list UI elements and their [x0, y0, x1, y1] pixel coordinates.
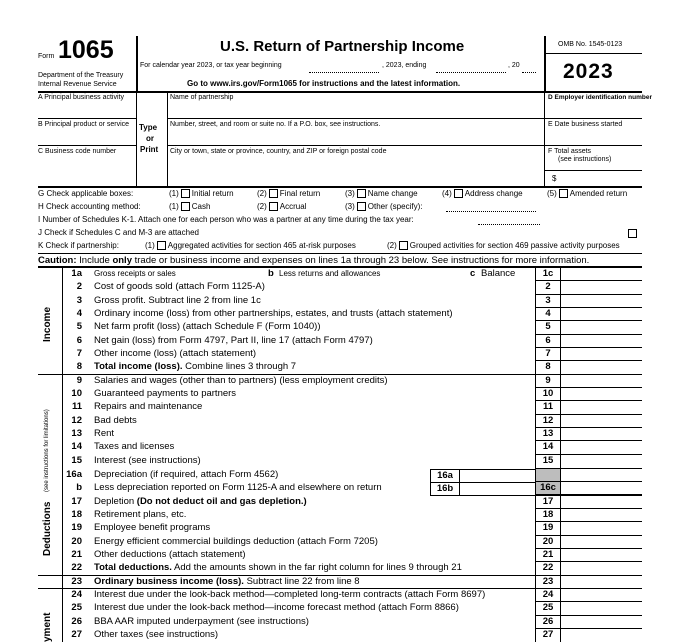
line-g	[38, 189, 642, 198]
line-k-label: K Check if partnership:	[38, 241, 119, 250]
total-assets-label: F Total assets	[548, 148, 592, 155]
line-j: J Check if Schedules C and M-3 are attached	[38, 228, 199, 237]
line-1c-box-label: 1c	[542, 268, 554, 279]
line-description: Bad debts	[94, 415, 137, 426]
k-aggregated-option: (1) Aggregated activities for section 465 at-risk purposes	[145, 241, 356, 250]
line-16a	[38, 469, 642, 482]
line-description: Other deductions (attach statement)	[94, 549, 246, 560]
amended-return-checkbox[interactable]	[559, 189, 568, 198]
line-description: Other taxes (see instructions)	[94, 629, 219, 640]
line-number: 21	[71, 549, 82, 560]
line-description: Taxes and licenses	[94, 441, 175, 452]
line-number: 5	[76, 321, 82, 332]
line-1a-number: 1a	[71, 268, 82, 279]
type-label: Type	[139, 123, 158, 132]
line-15-amount-field[interactable]	[561, 455, 642, 468]
line-box-label: 10	[542, 388, 554, 399]
line-box-label: 12	[542, 415, 554, 426]
line-25-amount-field[interactable]	[561, 602, 642, 615]
line-box-label: 26	[542, 616, 554, 627]
other-method-checkbox[interactable]	[357, 202, 366, 211]
line-description: Interest due under the look-back method—completed long-term contracts (attach Form 8697)	[94, 589, 486, 600]
partnership-name-label: Name of partnership	[170, 94, 234, 101]
line-box-label: 21	[542, 549, 554, 560]
line-box-label: 9	[545, 375, 551, 386]
line-16c-amount-field[interactable]	[561, 482, 642, 495]
other-method-field[interactable]	[446, 211, 536, 212]
total-assets-field[interactable]	[560, 172, 642, 184]
line-description: Gross profit. Subtract line 2 from line 1c	[94, 295, 261, 306]
tax-year: 2023	[563, 60, 614, 83]
line-box-label: 25	[542, 602, 554, 613]
line-description: Other income (loss) (attach statement)	[94, 348, 257, 359]
line-description: Interest (see instructions)	[94, 455, 201, 466]
line-box-label: 4	[545, 308, 551, 319]
line-number: 13	[71, 428, 82, 439]
g-address-change-option: (4) Address change	[442, 189, 523, 198]
business-code-label: C Business code number	[38, 148, 117, 155]
tax-year-end-field[interactable]	[436, 72, 506, 73]
line-box-label: 13	[542, 428, 554, 439]
line-16a-amount-field[interactable]	[459, 469, 535, 482]
line-number: 3	[76, 295, 82, 306]
line-16b-letter: b	[76, 482, 82, 493]
calendar-century-text: , 20	[508, 62, 520, 69]
returns-allowances-label: Less returns and allowances	[279, 269, 381, 278]
line-1c-letter: c	[470, 268, 476, 279]
less-depreciation-label: Less depreciation reported on Form 1125-A and elsewhere on return	[94, 482, 382, 493]
name-change-checkbox[interactable]	[357, 189, 366, 198]
tax-year-begin-field[interactable]	[309, 72, 379, 73]
line-description: Retirement plans, etc.	[94, 509, 187, 520]
g-name-change-option: (3) Name change	[345, 189, 418, 198]
line-number: 24	[71, 589, 82, 600]
line-description: Energy efficient commercial buildings deduction (attach Form 7205)	[94, 536, 378, 547]
line-11	[38, 401, 642, 414]
line-number: 20	[71, 536, 82, 547]
line-number: 15	[71, 455, 82, 466]
line-number: 6	[76, 335, 82, 346]
line-number: 12	[71, 415, 82, 426]
line-description: Ordinary income (loss) from other partnerships, estates, and trusts (attach statement)	[94, 308, 453, 319]
line-i: I Number of Schedules K-1. Attach one for each person who was a partner at any time during the tax year:	[38, 215, 414, 224]
line-description: Ordinary business income (loss). Subtract line 22 from line 8	[94, 576, 360, 587]
depreciation-label: Depreciation (if required, attach Form 4562)	[94, 469, 279, 480]
line-27-amount-field[interactable]	[561, 629, 642, 642]
g-initial-option: (1) Initial return	[169, 189, 234, 198]
business-code-field[interactable]	[38, 158, 134, 182]
line-11-amount-field[interactable]	[561, 401, 642, 414]
line-5	[38, 321, 642, 334]
line-15	[38, 455, 642, 468]
line-8	[38, 361, 642, 374]
schedules-k1-count-field[interactable]	[478, 224, 540, 225]
line-16b	[38, 482, 642, 495]
line-box-label: 17	[542, 496, 554, 507]
line-box-label: 20	[542, 536, 554, 547]
line-number: 18	[71, 509, 82, 520]
line-27	[38, 629, 642, 642]
g-final-option: (2) Final return	[257, 189, 321, 198]
line-box-label: 15	[542, 455, 554, 466]
line-number: 8	[76, 361, 82, 372]
line-box-label: 23	[542, 576, 554, 587]
line-description: Interest due under the look-back method—income forecast method (attach Form 8866)	[94, 602, 459, 613]
principal-business-activity-field[interactable]	[38, 103, 134, 119]
ein-field[interactable]	[548, 103, 642, 119]
calendar-year-text: For calendar year 2023, or tax year beginning	[140, 62, 282, 69]
line-description: BBA AAR imputed underpayment (see instructions)	[94, 616, 309, 627]
h-cash-option: (1) Cash	[169, 202, 211, 211]
line-box-label: 11	[542, 401, 554, 412]
line-number: 2	[76, 281, 82, 292]
calendar-ending-text: , 2023, ending	[382, 62, 427, 69]
line-16b-box-label: 16b	[430, 482, 460, 496]
line-2	[38, 281, 642, 294]
line-19-amount-field[interactable]	[561, 522, 642, 535]
line-box-label: 6	[545, 335, 551, 346]
or-label: or	[146, 134, 154, 143]
omb-number: OMB No. 1545-0123	[558, 41, 623, 48]
line-number: 9	[76, 375, 82, 386]
h-accrual-option: (2) Accrual	[257, 202, 307, 211]
line-description: Guaranteed payments to partners	[94, 388, 237, 399]
form-title: U.S. Return of Partnership Income	[220, 38, 465, 55]
line-k	[38, 241, 642, 250]
line-2-amount-field[interactable]	[561, 281, 642, 294]
principal-product-label: B Principal product or service	[38, 121, 130, 128]
line-number: 27	[71, 629, 82, 640]
form-number: 1065	[58, 36, 114, 64]
g-amended-option: (5) Amended return	[547, 189, 628, 198]
line-box-label: 2	[545, 281, 551, 292]
address-change-checkbox[interactable]	[454, 189, 463, 198]
line-description: Salaries and wages (other than to partners) (less employment credits)	[94, 375, 388, 386]
line-description: Total income (loss). Combine lines 3 through 7	[94, 361, 297, 372]
city-state-zip-field[interactable]	[170, 158, 540, 182]
line-16a-number: 16a	[66, 469, 82, 480]
deductions-section-label: Deductions	[42, 501, 53, 556]
line-19	[38, 522, 642, 535]
income-section-label: Income	[42, 306, 53, 342]
line-8-amount-field[interactable]	[561, 361, 642, 374]
line-box-label: 27	[542, 629, 554, 640]
line-22	[38, 562, 642, 575]
street-address-field[interactable]	[170, 131, 540, 145]
h-other-option: (3) Other (specify):	[345, 202, 423, 211]
line-h	[38, 202, 642, 211]
deductions-limitations-note: (see instructions for limitations)	[44, 409, 50, 492]
line-description: Rent	[94, 428, 115, 439]
line-box-label: 14	[542, 441, 554, 452]
caution-text: Caution: Include only trade or business income and expenses on lines 1a through 23 below. See instructions for more information.	[38, 255, 590, 266]
irs-label: Internal Revenue Service	[38, 81, 117, 88]
cash-method-checkbox[interactable]	[181, 202, 190, 211]
principal-business-activity-label: A Principal business activity	[38, 94, 124, 101]
line-1b-letter: b	[268, 268, 274, 279]
total-assets-note: (see instructions)	[558, 156, 612, 163]
print-label: Print	[140, 145, 159, 154]
balance-label: Balance	[481, 268, 516, 279]
line-box-label: 22	[542, 562, 554, 573]
date-started-field[interactable]	[548, 131, 642, 145]
line-16b-amount-field[interactable]	[459, 482, 535, 496]
line-number: 7	[76, 348, 82, 359]
line-22-amount-field[interactable]	[561, 562, 642, 575]
line-number: 26	[71, 616, 82, 627]
line-description: Cost of goods sold (attach Form 1125-A)	[94, 281, 265, 292]
line-box-label: 18	[542, 509, 554, 520]
date-started-label: E Date business started	[548, 121, 623, 128]
dollar-sign: $	[552, 174, 557, 183]
line-number: 23	[71, 576, 82, 587]
line-description: Net farm profit (loss) (attach Schedule F (Form 1040))	[94, 321, 321, 332]
line-description: Employee benefit programs	[94, 522, 211, 533]
tax-year-end-year-field[interactable]	[522, 72, 536, 73]
gross-receipts-label: Gross receipts or sales	[94, 269, 176, 278]
grouped-activities-checkbox[interactable]	[399, 241, 408, 250]
line-14-amount-field[interactable]	[561, 441, 642, 454]
line-number: 14	[71, 441, 82, 452]
line-box-label: 5	[545, 321, 551, 332]
line-box-label: 19	[542, 522, 554, 533]
final-return-checkbox[interactable]	[269, 189, 278, 198]
initial-return-checkbox[interactable]	[181, 189, 190, 198]
line-number: 10	[71, 388, 82, 399]
line-25	[38, 602, 642, 615]
line-number: 11	[71, 401, 82, 412]
accrual-method-checkbox[interactable]	[269, 202, 278, 211]
line-number: 4	[76, 308, 82, 319]
line-h-label: H Check accounting method:	[38, 202, 141, 211]
line-box-label: 8	[545, 361, 551, 372]
principal-product-field[interactable]	[38, 131, 134, 145]
form-prefix: Form	[38, 53, 55, 60]
line-box-label: 3	[545, 295, 551, 306]
line-number: 17	[71, 496, 82, 507]
line-number: 25	[71, 602, 82, 613]
line-description: Net gain (loss) from Form 4797, Part II, line 17 (attach Form 4797)	[94, 335, 373, 346]
department-label: Department of the Treasury	[38, 72, 124, 79]
line-5-amount-field[interactable]	[561, 321, 642, 334]
line-description: Repairs and maintenance	[94, 401, 203, 412]
line-16c-box-label: 16c	[540, 482, 556, 493]
line-description: Depletion (Do not deduct oil and gas depletion.)	[94, 496, 307, 507]
line-box-label: 24	[542, 589, 554, 600]
street-address-label: Number, street, and room or suite no. If a P.O. box, see instructions.	[170, 121, 381, 128]
line-g-label: G Check applicable boxes:	[38, 189, 134, 198]
city-state-zip-label: City or town, state or province, country, and ZIP or foreign postal code	[170, 148, 387, 155]
line-14	[38, 441, 642, 454]
line-box-label: 7	[545, 348, 551, 359]
schedules-c-m3-checkbox[interactable]	[628, 229, 637, 238]
goto-instructions: Go to www.irs.gov/Form1065 for instructions and the latest information.	[187, 79, 461, 88]
partnership-name-field[interactable]	[170, 103, 540, 119]
line-description: Total deductions. Add the amounts shown in the far right column for lines 9 through 21	[94, 562, 462, 573]
line-number: 19	[71, 522, 82, 533]
ein-label: D Employer identification number	[548, 94, 653, 101]
aggregated-activities-checkbox[interactable]	[157, 241, 166, 250]
line-16a-box-label: 16a	[430, 469, 460, 482]
line-number: 22	[71, 562, 82, 573]
k-grouped-option: (2) Grouped activities for section 469 passive activity purposes	[387, 241, 620, 250]
payment-section-label: yment	[42, 612, 53, 642]
